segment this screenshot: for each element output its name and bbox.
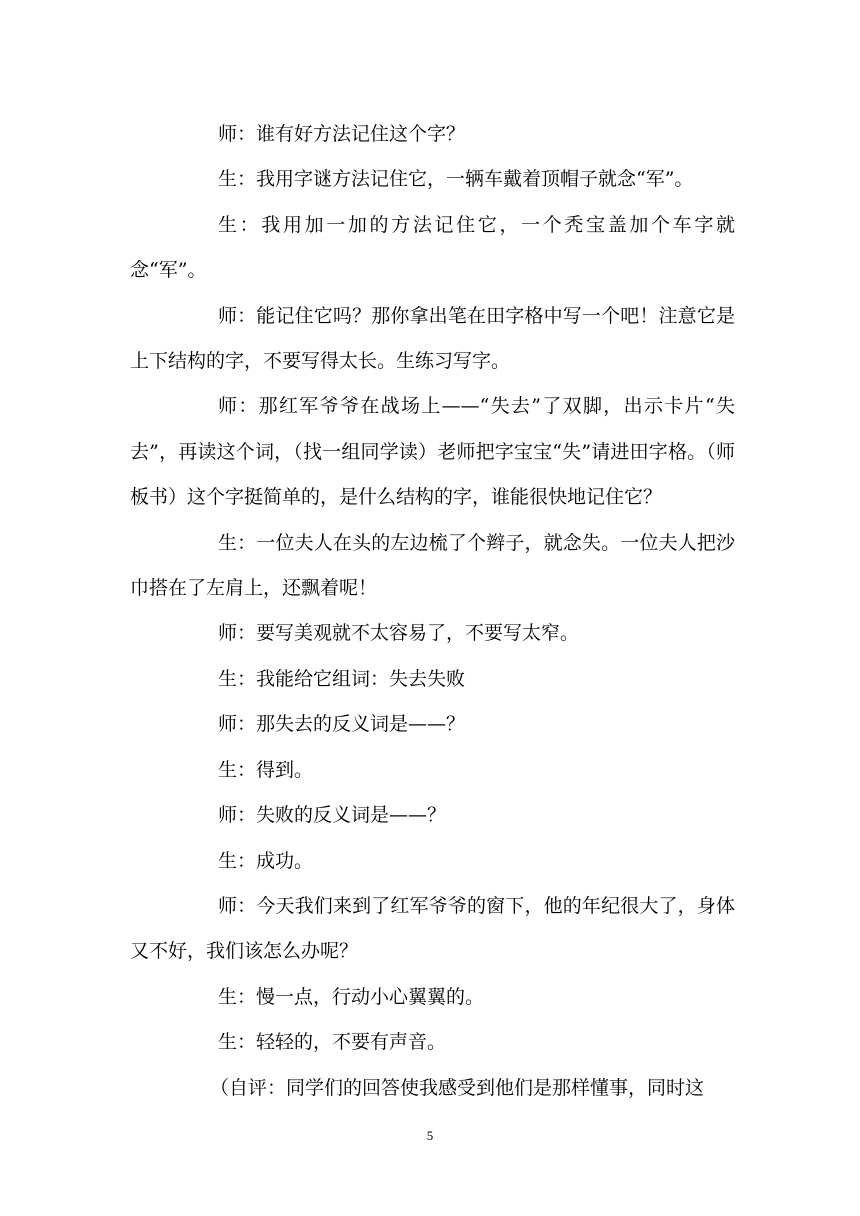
- paragraph: 生：成功。: [218, 849, 314, 872]
- paragraph: （自评：同学们的回答使我感受到他们是那样懂事，同时这: [210, 1076, 705, 1099]
- document-body: [130, 112, 735, 1111]
- page-number: 5: [426, 1128, 434, 1143]
- paragraph: 师：那失去的反义词是——？: [218, 713, 466, 736]
- paragraph: 师：那红军爷爷在战场上——“失去”了双脚，出示卡片“失去”，再读这个词，（找一组同学读）老师把字宝宝“失”请进田字格。（师板书）这个字挺简单的，是什么结构的字，谁能很快地记住它？: [130, 395, 735, 509]
- paragraph: 师：要写美观就不太容易了，不要写太窄。: [218, 622, 580, 645]
- paragraph: 生：得到。: [218, 758, 314, 781]
- paragraph: 生：轻轻的，不要有声音。: [218, 1031, 447, 1054]
- paragraph: 师：失败的反义词是——？: [218, 804, 447, 827]
- paragraph: 生：我能给它组词：失去失败: [218, 667, 466, 690]
- paragraph: 生：一位夫人在头的左边梳了个辫子，就念失。一位夫人把沙巾搭在了左肩上，还飘着呢！: [130, 531, 735, 600]
- paragraph: 师：今天我们来到了红军爷爷的窗下，他的年纪很大了，身体又不好，我们该怎么办呢？: [130, 894, 735, 963]
- paragraph: 生：慢一点，行动小心翼翼的。: [218, 985, 485, 1008]
- paragraph: 生：我用加一加的方法记住它，一个秃宝盖加个车字就念“军”。: [130, 213, 735, 282]
- paragraph: 生：我用字谜方法记住它，一辆车戴着顶帽子就念“军”。: [218, 168, 694, 191]
- paragraph: 师：能记住它吗？那你拿出笔在田字格中写一个吧！注意它是上下结构的字，不要写得太长。生练习写字。: [130, 304, 735, 373]
- paragraph: 师：谁有好方法记住这个字？: [218, 123, 466, 145]
